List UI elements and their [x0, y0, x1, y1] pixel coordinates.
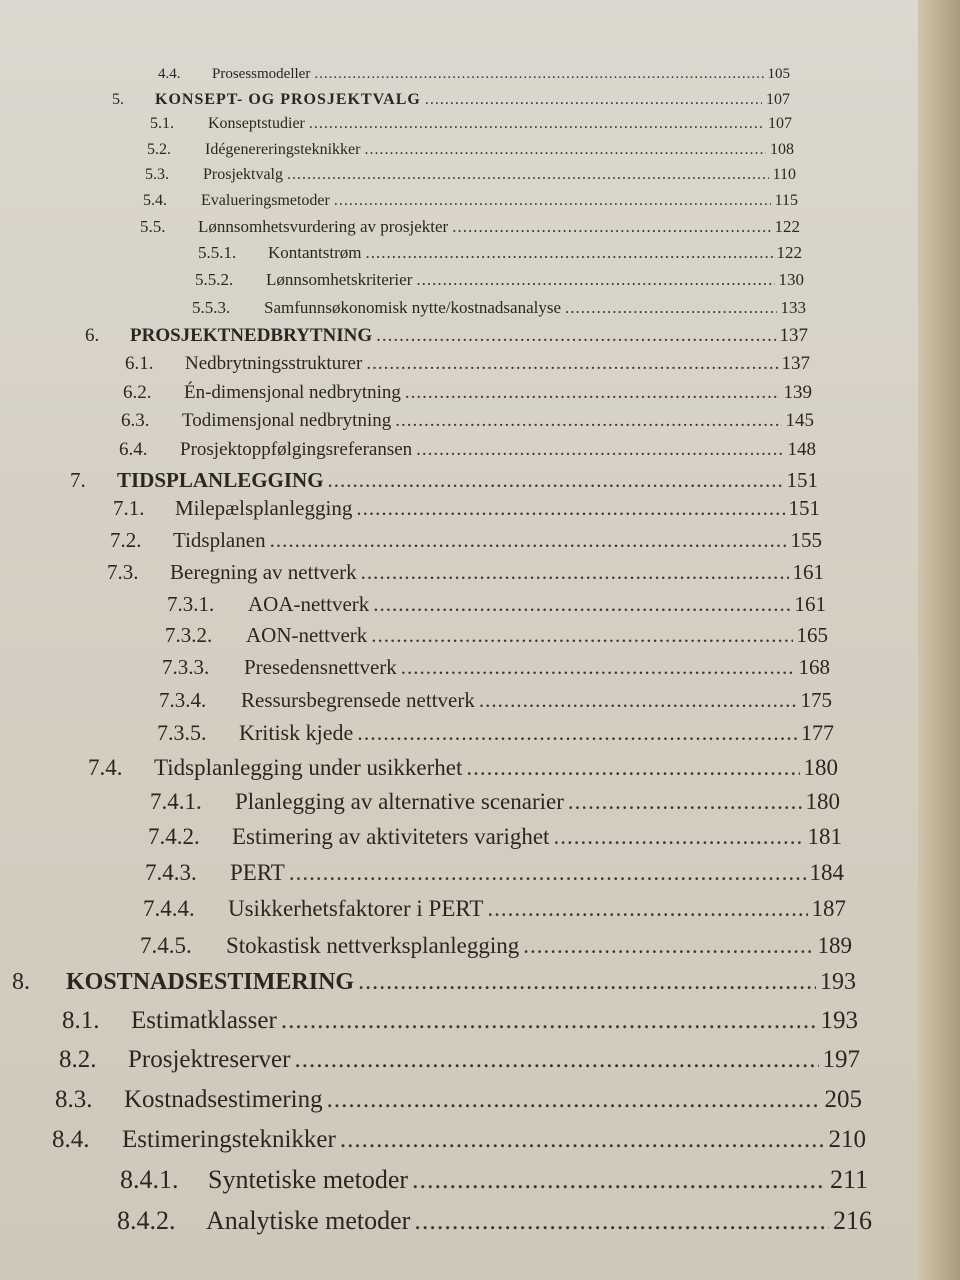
toc-entry — [107, 556, 824, 588]
toc-entry — [59, 1044, 860, 1076]
toc-entry-number: 6.1. — [125, 353, 154, 374]
toc-entry-title: Prosjektoppfølgingsreferansen — [180, 439, 413, 460]
toc-entry-title: Konseptstudier — [208, 115, 305, 132]
toc-entry — [148, 821, 842, 853]
toc-entry-title: Planlegging av alternative scenarier — [235, 789, 564, 814]
toc-entry-number: 8.2. — [59, 1046, 97, 1073]
toc-entry-title: Kritisk kjede — [239, 720, 354, 745]
toc-entry-page-number: 180 — [805, 789, 840, 814]
toc-entry-page-number: 189 — [817, 933, 852, 958]
dot-leader — [357, 717, 797, 749]
toc-entry — [167, 588, 826, 620]
toc-entry-title: Lønnsomhetsvurdering av prosjekter — [198, 217, 449, 236]
toc-entry-number: 7.4.1. — [150, 789, 202, 814]
toc-entry-title: Idégenereringsteknikker — [205, 141, 361, 158]
toc-entry-page-number: 193 — [820, 969, 856, 995]
dot-leader — [523, 930, 813, 962]
dot-leader — [568, 786, 802, 818]
toc-entry-title: Kostnadsestimering — [124, 1086, 323, 1113]
toc-entry-number: 7.4.2. — [148, 824, 200, 849]
toc-entry-number: 5.5. — [140, 217, 166, 236]
dot-leader — [401, 651, 795, 683]
toc-entry-number: 7.3.1. — [167, 592, 215, 616]
toc-entry-page-number: 168 — [798, 655, 830, 679]
toc-entry-page-number: 161 — [792, 560, 824, 584]
toc-entry-number: 7.3.5. — [157, 720, 207, 745]
toc-entry-page-number: 107 — [768, 115, 792, 132]
toc-entry — [110, 524, 822, 556]
toc-entry-number: 5. — [112, 91, 124, 108]
toc-entry-title: Tidsplanen — [173, 528, 266, 552]
toc-entry-page-number: 180 — [803, 755, 838, 780]
dot-leader — [281, 1005, 817, 1037]
toc-entry-page-number: 216 — [833, 1206, 872, 1235]
toc-entry-title: Kontantstrøm — [268, 243, 362, 262]
toc-entry-page-number: 107 — [766, 91, 790, 108]
toc-entry-number: 4.4. — [158, 66, 181, 82]
toc-entry — [159, 684, 832, 716]
toc-entry-page-number: 130 — [778, 270, 804, 289]
toc-entry-title: Usikkerhetsfaktorer i PERT — [228, 896, 484, 921]
toc-entry — [12, 966, 856, 998]
dot-leader — [361, 556, 789, 588]
toc-entry-number: 5.2. — [147, 141, 171, 158]
dot-leader — [479, 684, 797, 716]
toc-entry-page-number: 210 — [828, 1126, 866, 1153]
toc-entry-page-number: 148 — [787, 439, 816, 460]
toc-entry-title: Samfunnsøkonomisk nytte/kostnadsanalyse — [264, 298, 562, 317]
toc-entry — [117, 1205, 872, 1237]
dot-leader — [327, 1084, 821, 1116]
dot-leader — [289, 857, 806, 889]
toc-entry-title: Prosjektvalg — [203, 166, 283, 183]
toc-entry-title: Stokastisk nettverksplanlegging — [226, 933, 520, 958]
toc-entry — [145, 857, 844, 889]
toc-entry-number: 7.3.2. — [165, 623, 213, 647]
toc-entry-title: AOA-nettverk — [248, 592, 370, 616]
toc-entry-page-number: 110 — [772, 166, 796, 183]
toc-entry-number: 6.3. — [121, 410, 150, 431]
toc-entry-page-number: 151 — [786, 468, 818, 492]
toc-entry-title: Evalueringsmetoder — [201, 192, 330, 209]
toc-entry-number: 7.3. — [107, 560, 139, 584]
toc-entry-title: Lønnsomhetskriterier — [266, 270, 413, 289]
dot-leader — [395, 405, 781, 437]
toc-entry-number: 6.2. — [123, 382, 152, 403]
toc-entry — [119, 434, 816, 466]
toc-entry-title: Milepælsplanlegging — [175, 496, 353, 520]
toc-entry-page-number: 155 — [790, 528, 822, 552]
toc-entry-page-number: 151 — [788, 496, 820, 520]
toc-entry-page-number: 133 — [780, 298, 806, 317]
toc-entry-title: PERT — [230, 860, 285, 885]
toc-entry — [121, 405, 814, 437]
toc-entry-title: Todimensjonal nedbrytning — [182, 410, 392, 431]
dot-leader — [366, 348, 777, 380]
toc-entry-title: Presedensnettverk — [244, 655, 397, 679]
toc-entry-title: KOSTNADSESTIMERING — [66, 969, 355, 995]
dot-leader — [487, 893, 807, 925]
toc-entry-title: Estimering av aktiviteters varighet — [232, 824, 550, 849]
toc-entry-page-number: 108 — [770, 141, 794, 158]
toc-entry — [120, 1164, 868, 1196]
toc-entry-page-number: 122 — [774, 217, 800, 236]
toc-entry-title: Ressursbegrensede nettverk — [241, 688, 475, 712]
toc-entry-number: 8.1. — [62, 1007, 100, 1034]
toc-entry-number: 7.4.4. — [143, 896, 195, 921]
toc-entry-title: KONSEPT- OG PROSJEKTVALG — [155, 91, 421, 108]
toc-entry-number: 7.3.4. — [159, 688, 207, 712]
toc-entry — [162, 651, 830, 683]
toc-entry — [125, 348, 810, 380]
dot-leader — [371, 619, 792, 651]
toc-entry-page-number: 184 — [809, 860, 844, 885]
toc-entry-page-number: 205 — [824, 1086, 862, 1113]
toc-entry-title: Syntetiske metoder — [208, 1165, 409, 1194]
toc-entry-page-number: 145 — [785, 410, 814, 431]
toc-entry-page-number: 211 — [829, 1165, 868, 1194]
toc-entry-title: TIDSPLANLEGGING — [117, 468, 324, 492]
toc-entry-page-number: 175 — [800, 688, 832, 712]
toc-entry — [88, 752, 838, 784]
toc-entry-page-number: 193 — [820, 1007, 858, 1034]
toc-entry-page-number: 105 — [767, 66, 790, 82]
toc-entry-number: 7.4. — [88, 755, 123, 780]
toc-entry-number: 5.4. — [143, 192, 167, 209]
toc-entry — [140, 930, 852, 962]
toc-entry-title: Analytiske metoder — [206, 1206, 411, 1235]
toc-entry-number: 5.5.2. — [195, 270, 234, 289]
toc-entry-page-number: 197 — [822, 1046, 860, 1073]
toc-entry-number: 8.4.1. — [120, 1165, 179, 1194]
dot-leader — [373, 588, 790, 620]
toc-entry-number: 6. — [85, 325, 100, 346]
toc-entry-title: Prosessmodeller — [212, 66, 311, 82]
toc-entry — [52, 1124, 866, 1156]
dot-leader — [416, 434, 783, 466]
dot-leader — [356, 492, 784, 524]
toc-entry — [62, 1005, 858, 1037]
toc-entry-number: 6.4. — [119, 439, 148, 460]
toc-entry-page-number: 122 — [776, 243, 802, 262]
toc-entry-title: Estimeringsteknikker — [122, 1126, 336, 1153]
toc-entry-number: 7.4.3. — [145, 860, 197, 885]
toc-entry-page-number: 137 — [779, 325, 808, 346]
toc-entry-title: Én-dimensjonal nedbrytning — [184, 382, 401, 403]
toc-entry-number: 7.2. — [110, 528, 142, 552]
toc-entry-page-number: 165 — [796, 623, 828, 647]
toc-entry-number: 5.1. — [150, 115, 174, 132]
toc-entry — [143, 893, 846, 925]
toc-entry-page-number: 187 — [811, 896, 846, 921]
toc-entry-number: 8. — [12, 969, 30, 995]
toc-entry-page-number: 177 — [801, 720, 834, 745]
toc-entry — [55, 1084, 862, 1116]
toc-entry-title: Estimatklasser — [131, 1007, 277, 1034]
dot-leader — [294, 1044, 818, 1076]
toc-entry-title: Tidsplanlegging under usikkerhet — [154, 755, 463, 780]
dot-leader — [414, 1205, 829, 1237]
dot-leader — [358, 966, 816, 998]
toc-entry-number: 7. — [70, 468, 86, 492]
toc-entry-page-number: 137 — [781, 353, 810, 374]
dot-leader — [553, 821, 803, 853]
toc-entry — [157, 717, 834, 749]
toc-entry-number: 5.3. — [145, 166, 169, 183]
toc-entry-title: PROSJEKTNEDBRYTNING — [130, 325, 373, 346]
toc-entry-number: 7.1. — [113, 496, 145, 520]
toc-entry-title: Beregning av nettverk — [170, 560, 357, 584]
toc-entry-number: 7.4.5. — [140, 933, 192, 958]
toc-entry-number: 7.3.3. — [162, 655, 210, 679]
toc-entry-number: 8.4.2. — [117, 1206, 176, 1235]
toc-entry-number: 8.4. — [52, 1126, 90, 1153]
toc-entry-number: 5.5.1. — [198, 243, 237, 262]
toc-entry-page-number: 139 — [783, 382, 812, 403]
toc-entry-number: 8.3. — [55, 1086, 93, 1113]
toc-entry — [150, 786, 840, 818]
page-edge-shadow — [918, 0, 960, 1280]
toc-entry-page-number: 181 — [807, 824, 842, 849]
toc-entry-title: Prosjektreserver — [128, 1046, 291, 1073]
toc-entry-page-number: 115 — [774, 192, 798, 209]
dot-leader — [466, 752, 799, 784]
toc-entry-title: AON-nettverk — [246, 623, 368, 647]
toc-entry-title: Nedbrytningsstrukturer — [185, 353, 363, 374]
dot-leader — [340, 1124, 825, 1156]
toc-entry-number: 5.5.3. — [192, 298, 231, 317]
dot-leader — [412, 1164, 826, 1196]
dot-leader — [270, 524, 787, 556]
toc-entry-page-number: 161 — [794, 592, 826, 616]
toc-entry — [165, 619, 828, 651]
toc-entry — [113, 492, 820, 524]
